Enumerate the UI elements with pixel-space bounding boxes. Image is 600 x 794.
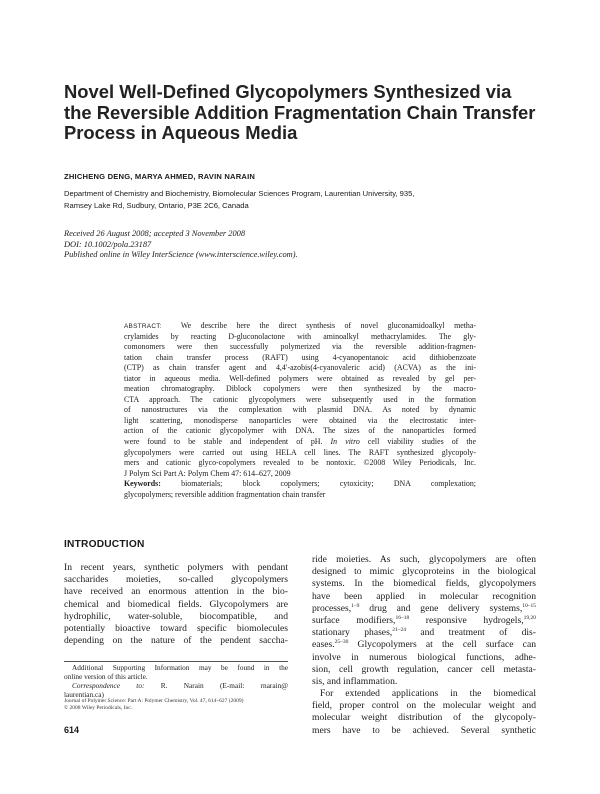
footnote-line: laurentian.ca) xyxy=(64,690,104,699)
abstract-line: glycopolymers were carried out using HELA cell lines. The RAFT synthesized glycopoly- xyxy=(124,447,476,457)
abstract-line: CTA approach. The cationic glycopolymers were subsequently used in the formation xyxy=(124,394,476,404)
abstract-line: tation chain transfer process (RAFT) using 4-cyanopentanoic acid dithiobenzoate xyxy=(124,352,476,362)
body-line: designed to mimic glycoproteins in the biological xyxy=(312,566,536,578)
journal-citation: Journal of Polymer Science: Part A: Polymer Chemistry, Vol. 47, 614–627 (2009) xyxy=(64,698,244,704)
body-line: In recent years, synthetic polymers with pendant xyxy=(64,562,288,573)
footnote-line: Additional Supporting Information may be found in the xyxy=(72,663,288,672)
abstract-line: mers and cationic glyco-copolymers revealed to be nontoxic. ©2008 Wiley Periodicals, Inc. xyxy=(124,458,476,468)
body-column-left xyxy=(64,562,288,647)
article-history xyxy=(64,229,298,261)
body-line: sion, cell growth regulation, cancer cell metasta- xyxy=(312,663,536,675)
footnote-line: Correspondence to: R. Narain (E-mail: rnarain@ xyxy=(72,681,288,690)
body-line: field, proper control on the molecular weight and xyxy=(312,700,536,712)
abstract-line: ABSTRACT: We describe here the direct synthesis of novel gluconamidoalkyl metha- xyxy=(124,321,476,330)
affiliation-line-1: Department of Chemistry and Biochemistry, Biomolecular Sciences Program, Laurentian University, 935, xyxy=(64,189,415,198)
published-online: Published online in Wiley InterScience (www.interscience.wiley.com). xyxy=(64,250,298,259)
citation-ref: 21–24 xyxy=(392,626,406,633)
body-line: ride moieties. As such, glycopolymers are often xyxy=(312,554,536,565)
footnote-line: online version of this article. xyxy=(64,672,148,681)
body-line: mers have to be achieved. Several synthetic xyxy=(312,724,536,736)
citation-ref: 10–15 xyxy=(522,602,536,609)
abstract-line: crylamides by reacting D-gluconolactone with aminoalkyl methacrylamides. The gly- xyxy=(124,331,476,341)
title-line-1: Novel Well-Defined Glycopolymers Synthesized via xyxy=(64,81,512,102)
affiliation-line-2: Ramsey Lake Rd, Sudbury, Ontario, P3E 2C6, Canada xyxy=(64,200,249,210)
body-line: molecular weight distribution of the glycopoly- xyxy=(312,712,536,724)
keywords-label: Keywords: xyxy=(124,479,161,489)
body-line: surface modifiers,$^{16-18}$ responsive hydrogels,$^{19,20}$ xyxy=(312,614,536,626)
body-line: chemical and biomedical fields. Glycopolymers are xyxy=(64,598,288,610)
body-line: systems. In the biomedical fields, glycopolymers xyxy=(312,578,536,590)
citation-ref: 25–30 xyxy=(334,639,349,646)
author-list: ZHICHENG DENG, MARYA AHMED, RAVIN NARAIN xyxy=(64,172,256,181)
footnotes xyxy=(64,663,288,699)
doi: DOI: 10.1002/pola.23187 xyxy=(64,239,152,249)
received-date: Received 26 August 2008; accepted 3 November 2008 xyxy=(64,229,246,238)
journal-info xyxy=(64,698,243,712)
body-line: have been applied in molecular recognition xyxy=(312,590,536,602)
body-line: involve in numerous biological functions, adhe- xyxy=(312,651,536,663)
affiliation xyxy=(64,188,544,211)
keywords-line: glycopolymers; reversible addition fragmentation chain transfer xyxy=(124,489,326,499)
title-line-3: Process in Aqueous Media xyxy=(64,122,298,143)
body-line: For extended applications in the biomedical xyxy=(320,688,536,700)
abstract-line: meation chromatography. Diblock copolymers were then synthesized by the macro- xyxy=(124,384,476,394)
abstract-label: ABSTRACT: xyxy=(124,323,162,330)
body-line: potentially bioactive toward specific biomolecules xyxy=(64,622,288,634)
abstract xyxy=(124,321,476,500)
abstract-line: tiator in aqueous media. Well-defined polymers were obtained as revealed by gel per- xyxy=(124,373,476,383)
title-line-2: the Reversible Addition Fragmentation Chain Transfer xyxy=(64,101,536,123)
body-line: have received an enormous attention in the bio- xyxy=(64,586,288,598)
abstract-line: light scattering, monodisperse nanoparticles were obtained via the electrostatic inter- xyxy=(124,415,476,425)
copyright: © 2008 Wiley Periodicals, Inc. xyxy=(64,705,133,712)
citation-ref: 1–9 xyxy=(351,602,360,609)
citation-ref: 16–18 xyxy=(395,614,410,621)
citation-line: J Polym Sci Part A: Polym Chem 47: 614–627, 2009 xyxy=(124,468,291,478)
body-line: hydrophilic, water-soluble, biocompatible, and xyxy=(64,610,288,622)
page-number: 614 xyxy=(64,725,80,735)
footnote-divider xyxy=(64,661,288,662)
article-title xyxy=(64,82,544,144)
citation-ref: 19,20 xyxy=(523,614,536,621)
abstract-line: of nanostructures via the complexation with plasmid DNA. As noted by dynamic xyxy=(124,405,476,415)
body-line: depending on the nature of the pendent saccha- xyxy=(64,635,288,647)
body-line: processes,$^{1-9}$ drug and gene delivery systems,$^{10-15}$ xyxy=(312,602,536,614)
body-line: saccharides moieties, so-called glycopolymers xyxy=(64,574,288,586)
keywords-line: Keywords: biomaterials; block copolymers; cytoxicity; DNA complexation; xyxy=(124,479,476,489)
body-line: stationary phases,$^{21-24}$ and treatment of dis- xyxy=(312,626,536,639)
body-column-right xyxy=(312,554,536,737)
abstract-line: comonomers were then successfully polymerized via the reversible addition-fragmen- xyxy=(124,342,476,352)
in-vitro-italic: In vitro xyxy=(330,437,360,447)
body-line: sis, and inflammation. xyxy=(312,675,398,687)
abstract-line: action of the cationic glycopolymer with DNA. The sizes of the nanoparticles formed xyxy=(124,426,476,436)
section-heading-introduction: INTRODUCTION xyxy=(64,539,145,550)
abstract-line: (CTP) as chain transfer agent and 4,4′-azobis(4-cyanovaleric acid) (ACVA) as the ini- xyxy=(124,363,476,373)
abstract-line: were found to be stable and independent of pH. In vitro cell viability studies of the xyxy=(124,437,477,447)
correspondence-label: Correspondence to: xyxy=(72,681,145,690)
body-line: eases.$^{25-30}$ Glycopolymers at the cell surface can xyxy=(312,639,536,651)
